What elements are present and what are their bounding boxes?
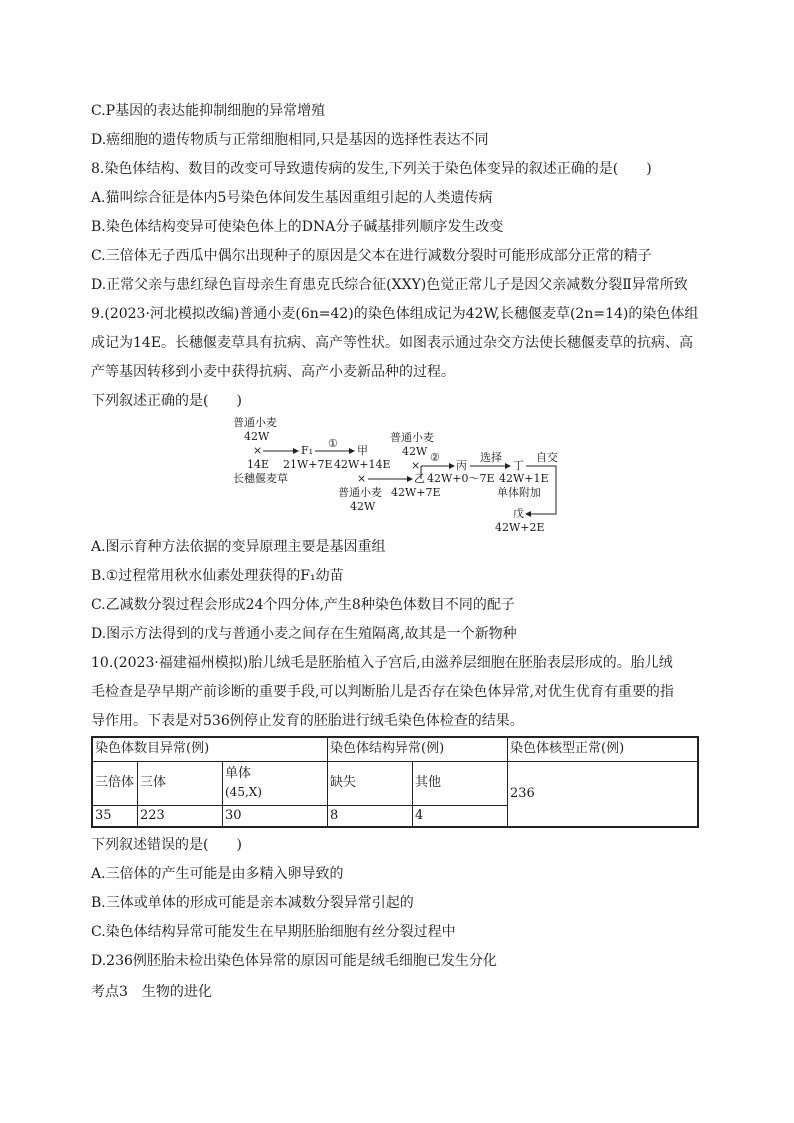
cell-other: 其他 xyxy=(413,761,508,805)
bing-label: 丙 xyxy=(456,459,467,472)
cell-trisomy: 三体 xyxy=(138,761,223,805)
option-9d: D.图示方法得到的戊与普通小麦之间存在生殖隔离,故其是一个新物种 xyxy=(91,626,517,642)
cell-triploid: 三倍体 xyxy=(92,761,138,805)
f1-count: 21W+7E xyxy=(283,458,333,471)
ding-count: 42W+1E xyxy=(499,472,549,485)
header-structure-abnormal: 染色体结构异常(例) xyxy=(328,737,508,761)
f1-label: F₁ xyxy=(301,444,314,457)
wheat1-count: 42W xyxy=(244,430,270,443)
wheat2-count: 42W xyxy=(350,500,376,513)
value-deletion: 8 xyxy=(328,805,413,827)
step-1: ① xyxy=(328,437,338,450)
question-9-line2: 成记为14E。长穗偃麦草具有抗病、高产等性状。如图表示通过杂交方法使长穗偃麦草的抗病、高 xyxy=(91,335,694,351)
value-monosomy: 30 xyxy=(223,805,328,827)
grass-name: 长穗偃麦草 xyxy=(233,472,288,485)
chromosome-table xyxy=(91,736,699,828)
bing-count: 42W+0～7E xyxy=(427,472,495,485)
cell-deletion: 缺失 xyxy=(328,761,413,805)
cross-2: × xyxy=(357,472,367,485)
option-8c: C.三倍体无子西瓜中偶尔出现种子的原因是父本在进行减数分裂时可能形成部分正常的精子 xyxy=(91,248,652,264)
grass-count: 14E xyxy=(247,458,270,471)
option-8a: A.猫叫综合征是体内5号染色体间发生基因重组引起的人类遗传病 xyxy=(91,190,493,206)
question-10-stem: 下列叙述错误的是( ) xyxy=(91,837,242,853)
option-10a: A.三倍体的产生可能是由多精入卵导致的 xyxy=(91,866,344,882)
header-karyotype-normal: 染色体核型正常(例) xyxy=(508,737,699,761)
cell-monosomy: 单体 (45,X) xyxy=(223,761,328,805)
question-8: 8.染色体结构、数目的改变可导致遗传病的发生,下列关于染色体变异的叙述正确的是( ) xyxy=(91,161,652,177)
header-number-abnormal: 染色体数目异常(例) xyxy=(92,737,328,761)
option-8d: D.正常父亲与患红绿色盲母亲生育患克氏综合征(XXY)色觉正常儿子是因父亲减数分裂Ⅱ异常所致 xyxy=(91,277,688,293)
wheat3-count: 42W xyxy=(402,445,428,458)
section-heading: 考点3 生物的进化 xyxy=(91,984,212,1000)
question-9-line3: 产等基因转移到小麦中获得抗病、高产小麦新品种的过程。 xyxy=(91,364,455,380)
question-9-stem: 下列叙述正确的是( ) xyxy=(91,393,242,409)
cell-normal-value: 236 xyxy=(508,761,699,827)
yi-count: 42W+7E xyxy=(391,486,441,499)
wheat1-name: 普通小麦 xyxy=(233,416,277,429)
option-9b: B.①过程常用秋水仙素处理获得的F₁幼苗 xyxy=(91,568,344,584)
wheat3-name: 普通小麦 xyxy=(390,431,434,444)
option-10b: B.三体或单体的形成可能是亲本减数分裂异常引起的 xyxy=(91,895,414,911)
wheat2-name: 普通小麦 xyxy=(338,486,382,499)
option-10d: D.236例胚胎未检出染色体异常的原因可能是绒毛细胞已发生分化 xyxy=(91,953,497,969)
value-trisomy: 223 xyxy=(138,805,223,827)
selfing-label: 自交 xyxy=(536,451,558,464)
question-10-line1: 10.(2023·福建福州模拟)胎儿绒毛是胚胎植入子宫后,由滋养层细胞在胚胎表层形成的。胎儿绒 xyxy=(91,655,673,671)
ding-label: 丁 xyxy=(513,459,524,472)
wu-label: 戊 xyxy=(513,507,524,520)
option-9a: A.图示育种方法依据的变异原理主要是基因重组 xyxy=(91,539,386,555)
cross-3: × xyxy=(411,459,421,472)
line-c7: C.P基因的表达能抑制细胞的异常增殖 xyxy=(91,103,326,119)
jia-label: 甲 xyxy=(357,444,368,457)
line-d7: D.癌细胞的遗传物质与正常细胞相同,只是基因的选择性表达不同 xyxy=(91,132,489,148)
value-triploid: 35 xyxy=(92,805,138,827)
question-10-line2: 毛检查是孕早期产前诊断的重要手段,可以判断胎儿是否存在染色体异常,对优生优育有重要的指 xyxy=(91,684,674,700)
option-9c: C.乙减数分裂过程会形成24个四分体,产生8种染色体数目不同的配子 xyxy=(91,597,515,613)
step-2: ② xyxy=(430,451,440,464)
wu-count: 42W+2E xyxy=(495,521,545,534)
ding-note: 单体附加 xyxy=(497,486,541,499)
option-8b: B.染色体结构变异可使染色体上的DNA分子碱基排列顺序发生改变 xyxy=(91,219,504,235)
yi-label: 乙 xyxy=(414,472,425,485)
select-label: 选择 xyxy=(480,451,502,464)
cross-1: × xyxy=(253,444,263,457)
jia-count: 42W+14E xyxy=(334,458,391,471)
value-other: 4 xyxy=(413,805,508,827)
question-10-line3: 导作用。下表是对536例停止发育的胚胎进行绒毛染色体检查的结果。 xyxy=(91,713,524,729)
question-9-line1: 9.(2023·河北模拟改编)普通小麦(6n=42)的染色体组成记为42W,长穗偃麦草(2n=14)的染色体组 xyxy=(91,306,699,322)
option-10c: C.染色体结构异常可能发生在早期胚胎细胞有丝分裂过程中 xyxy=(91,924,456,940)
